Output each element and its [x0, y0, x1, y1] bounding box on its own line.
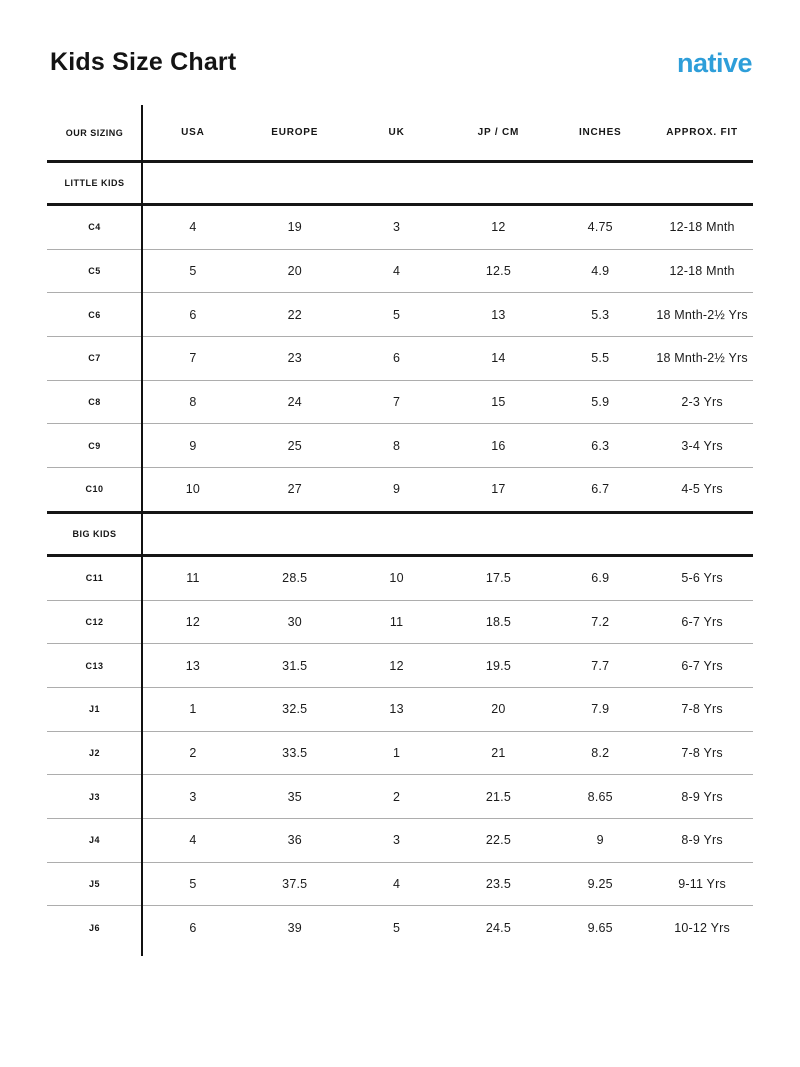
cell-inches: 5.5 [591, 351, 610, 366]
cell-approx-fit: 8-9 Yrs [681, 833, 723, 848]
cell-usa: 5 [189, 264, 197, 279]
cell-approx-fit: 7-8 Yrs [681, 702, 723, 717]
cell-usa: 7 [189, 351, 197, 366]
cell-europe: 25 [287, 438, 302, 453]
cell-europe: 27 [287, 482, 302, 497]
cell-usa: 10 [185, 482, 201, 497]
cell-our-sizing: C4 [88, 222, 101, 233]
cell-our-sizing: C11 [85, 573, 104, 584]
cell-approx-fit: 6-7 Yrs [681, 614, 723, 629]
cell-uk: 8 [393, 438, 401, 453]
cell-uk: 2 [393, 789, 401, 804]
cell-inches: 7.9 [591, 702, 610, 717]
cell-our-sizing: C5 [88, 266, 101, 277]
cell-inches: 8.2 [591, 745, 610, 760]
cell-our-sizing: J5 [88, 878, 100, 889]
cell-jp-cm: 21.5 [485, 789, 511, 804]
cell-usa: 8 [189, 395, 197, 410]
cell-our-sizing: J2 [88, 747, 100, 758]
cell-europe: 39 [287, 920, 302, 935]
table-row-j2 [47, 732, 753, 776]
cell-usa: 2 [189, 745, 197, 760]
cell-approx-fit: 6-7 Yrs [681, 658, 723, 673]
cell-usa: 6 [189, 920, 197, 935]
cell-our-sizing: C9 [88, 440, 101, 451]
cell-uk: 7 [393, 395, 401, 410]
cell-inches: 8.65 [587, 789, 613, 804]
cell-inches: 6.7 [591, 482, 610, 497]
table-body [47, 163, 753, 949]
cell-usa: 13 [185, 658, 201, 673]
cell-europe: 22 [287, 307, 302, 322]
cell-usa: 4 [189, 833, 197, 848]
cell-uk: 3 [393, 220, 401, 235]
cell-approx-fit: 9-11 Yrs [678, 876, 726, 891]
cell-jp-cm: 18.5 [485, 614, 511, 629]
page-header [50, 48, 752, 77]
cell-jp-cm: 14 [491, 351, 506, 366]
cell-approx-fit: 18 Mnth-2½ Yrs [656, 307, 748, 322]
cell-usa: 6 [189, 307, 197, 322]
cell-europe: 28.5 [282, 571, 308, 586]
table-row-c10 [47, 468, 753, 514]
cell-jp-cm: 20 [491, 702, 506, 717]
cell-approx-fit: 2-3 Yrs [681, 395, 723, 410]
cell-inches: 4.9 [591, 264, 610, 279]
cell-our-sizing: C10 [85, 484, 104, 495]
cell-jp-cm: 13 [491, 307, 506, 322]
section-row-little-kids [47, 163, 753, 206]
cell-usa: 1 [189, 702, 197, 717]
cell-europe: 32.5 [282, 702, 308, 717]
cell-inches: 7.2 [591, 614, 610, 629]
column-divider-line [141, 105, 143, 956]
table-row-c4 [47, 206, 753, 250]
cell-our-sizing: C8 [88, 397, 101, 408]
cell-uk: 12 [389, 658, 404, 673]
cell-uk: 1 [393, 745, 401, 760]
cell-uk: 3 [393, 833, 401, 848]
section-label: LITTLE KIDS [64, 178, 125, 188]
cell-jp-cm: 12 [491, 220, 506, 235]
cell-uk: 4 [393, 264, 401, 279]
cell-inches: 9 [596, 833, 604, 848]
cell-europe: 31.5 [282, 658, 308, 673]
table-row-c13 [47, 644, 753, 688]
cell-approx-fit: 7-8 Yrs [681, 745, 723, 760]
cell-our-sizing: J6 [88, 922, 100, 933]
cell-inches: 9.65 [587, 920, 613, 935]
cell-jp-cm: 24.5 [485, 920, 511, 935]
cell-approx-fit: 3-4 Yrs [681, 438, 723, 453]
cell-usa: 4 [189, 220, 197, 235]
table-row-c5 [47, 250, 753, 294]
cell-our-sizing: J1 [88, 704, 100, 715]
cell-approx-fit: 10-12 Yrs [674, 920, 730, 935]
cell-usa: 3 [189, 789, 197, 804]
table-row-j4 [47, 819, 753, 863]
table-header-row [47, 105, 753, 163]
cell-our-sizing: C6 [88, 309, 101, 320]
cell-approx-fit: 18 Mnth-2½ Yrs [656, 351, 748, 366]
column-header-uk: UK [388, 127, 405, 138]
cell-approx-fit: 8-9 Yrs [681, 789, 723, 804]
table-row-c12 [47, 601, 753, 645]
cell-europe: 35 [287, 789, 302, 804]
cell-inches: 6.9 [591, 571, 610, 586]
cell-usa: 11 [186, 571, 200, 586]
page-title: Kids Size Chart [50, 48, 237, 76]
cell-inches: 6.3 [591, 438, 610, 453]
cell-our-sizing: J4 [88, 835, 100, 846]
cell-our-sizing: C12 [85, 616, 104, 627]
cell-uk: 6 [393, 351, 401, 366]
cell-our-sizing: C7 [88, 353, 101, 364]
cell-usa: 12 [185, 614, 201, 629]
cell-inches: 5.3 [591, 307, 610, 322]
cell-jp-cm: 22.5 [485, 833, 511, 848]
table-row-c6 [47, 293, 753, 337]
column-header-jp-cm: JP / CM [477, 127, 520, 138]
cell-usa: 9 [189, 438, 197, 453]
column-header-approx-fit: APPROX. FIT [666, 127, 738, 138]
cell-uk: 5 [393, 920, 401, 935]
native-logo: native [676, 48, 752, 78]
cell-jp-cm: 12.5 [485, 264, 511, 279]
cell-jp-cm: 15 [491, 395, 506, 410]
cell-usa: 5 [189, 876, 197, 891]
cell-inches: 7.7 [591, 658, 610, 673]
section-row-big-kids [47, 514, 753, 557]
cell-our-sizing: J3 [88, 791, 100, 802]
cell-uk: 4 [393, 876, 401, 891]
cell-approx-fit: 5-6 Yrs [681, 571, 723, 586]
cell-approx-fit: 12-18 Mnth [669, 220, 735, 235]
table-row-j6 [47, 906, 753, 949]
cell-jp-cm: 21 [491, 745, 506, 760]
column-header-inches: INCHES [578, 127, 622, 138]
cell-inches: 4.75 [587, 220, 613, 235]
cell-jp-cm: 17.5 [485, 571, 511, 586]
table-row-j1 [47, 688, 753, 732]
table-row-j5 [47, 863, 753, 907]
cell-uk: 9 [393, 482, 401, 497]
cell-europe: 19 [287, 220, 302, 235]
cell-jp-cm: 19.5 [485, 658, 511, 673]
cell-uk: 11 [389, 614, 404, 629]
column-header-usa: USA [181, 127, 205, 138]
cell-our-sizing: C13 [85, 660, 104, 671]
table-row-c11 [47, 557, 753, 601]
cell-europe: 24 [287, 395, 302, 410]
cell-jp-cm: 17 [491, 482, 506, 497]
column-header-europe: EUROPE [271, 127, 319, 138]
cell-approx-fit: 4-5 Yrs [681, 482, 723, 497]
cell-europe: 36 [287, 833, 302, 848]
cell-inches: 9.25 [587, 876, 613, 891]
column-header-our-sizing: OUR SIZING [65, 127, 124, 138]
cell-jp-cm: 16 [491, 438, 506, 453]
cell-approx-fit: 12-18 Mnth [669, 264, 735, 279]
cell-uk: 5 [393, 307, 401, 322]
cell-europe: 33.5 [282, 745, 308, 760]
section-label: BIG KIDS [72, 528, 117, 539]
cell-jp-cm: 23.5 [485, 876, 511, 891]
table-row-c8 [47, 381, 753, 425]
cell-europe: 23 [287, 351, 302, 366]
table-row-c9 [47, 424, 753, 468]
cell-uk: 13 [389, 702, 404, 717]
table-row-c7 [47, 337, 753, 381]
cell-uk: 10 [389, 571, 404, 586]
cell-europe: 20 [287, 264, 302, 279]
cell-europe: 37.5 [282, 876, 308, 891]
kids-size-table [47, 105, 753, 949]
table-row-j3 [47, 775, 753, 819]
cell-europe: 30 [287, 614, 302, 629]
cell-inches: 5.9 [591, 395, 610, 410]
